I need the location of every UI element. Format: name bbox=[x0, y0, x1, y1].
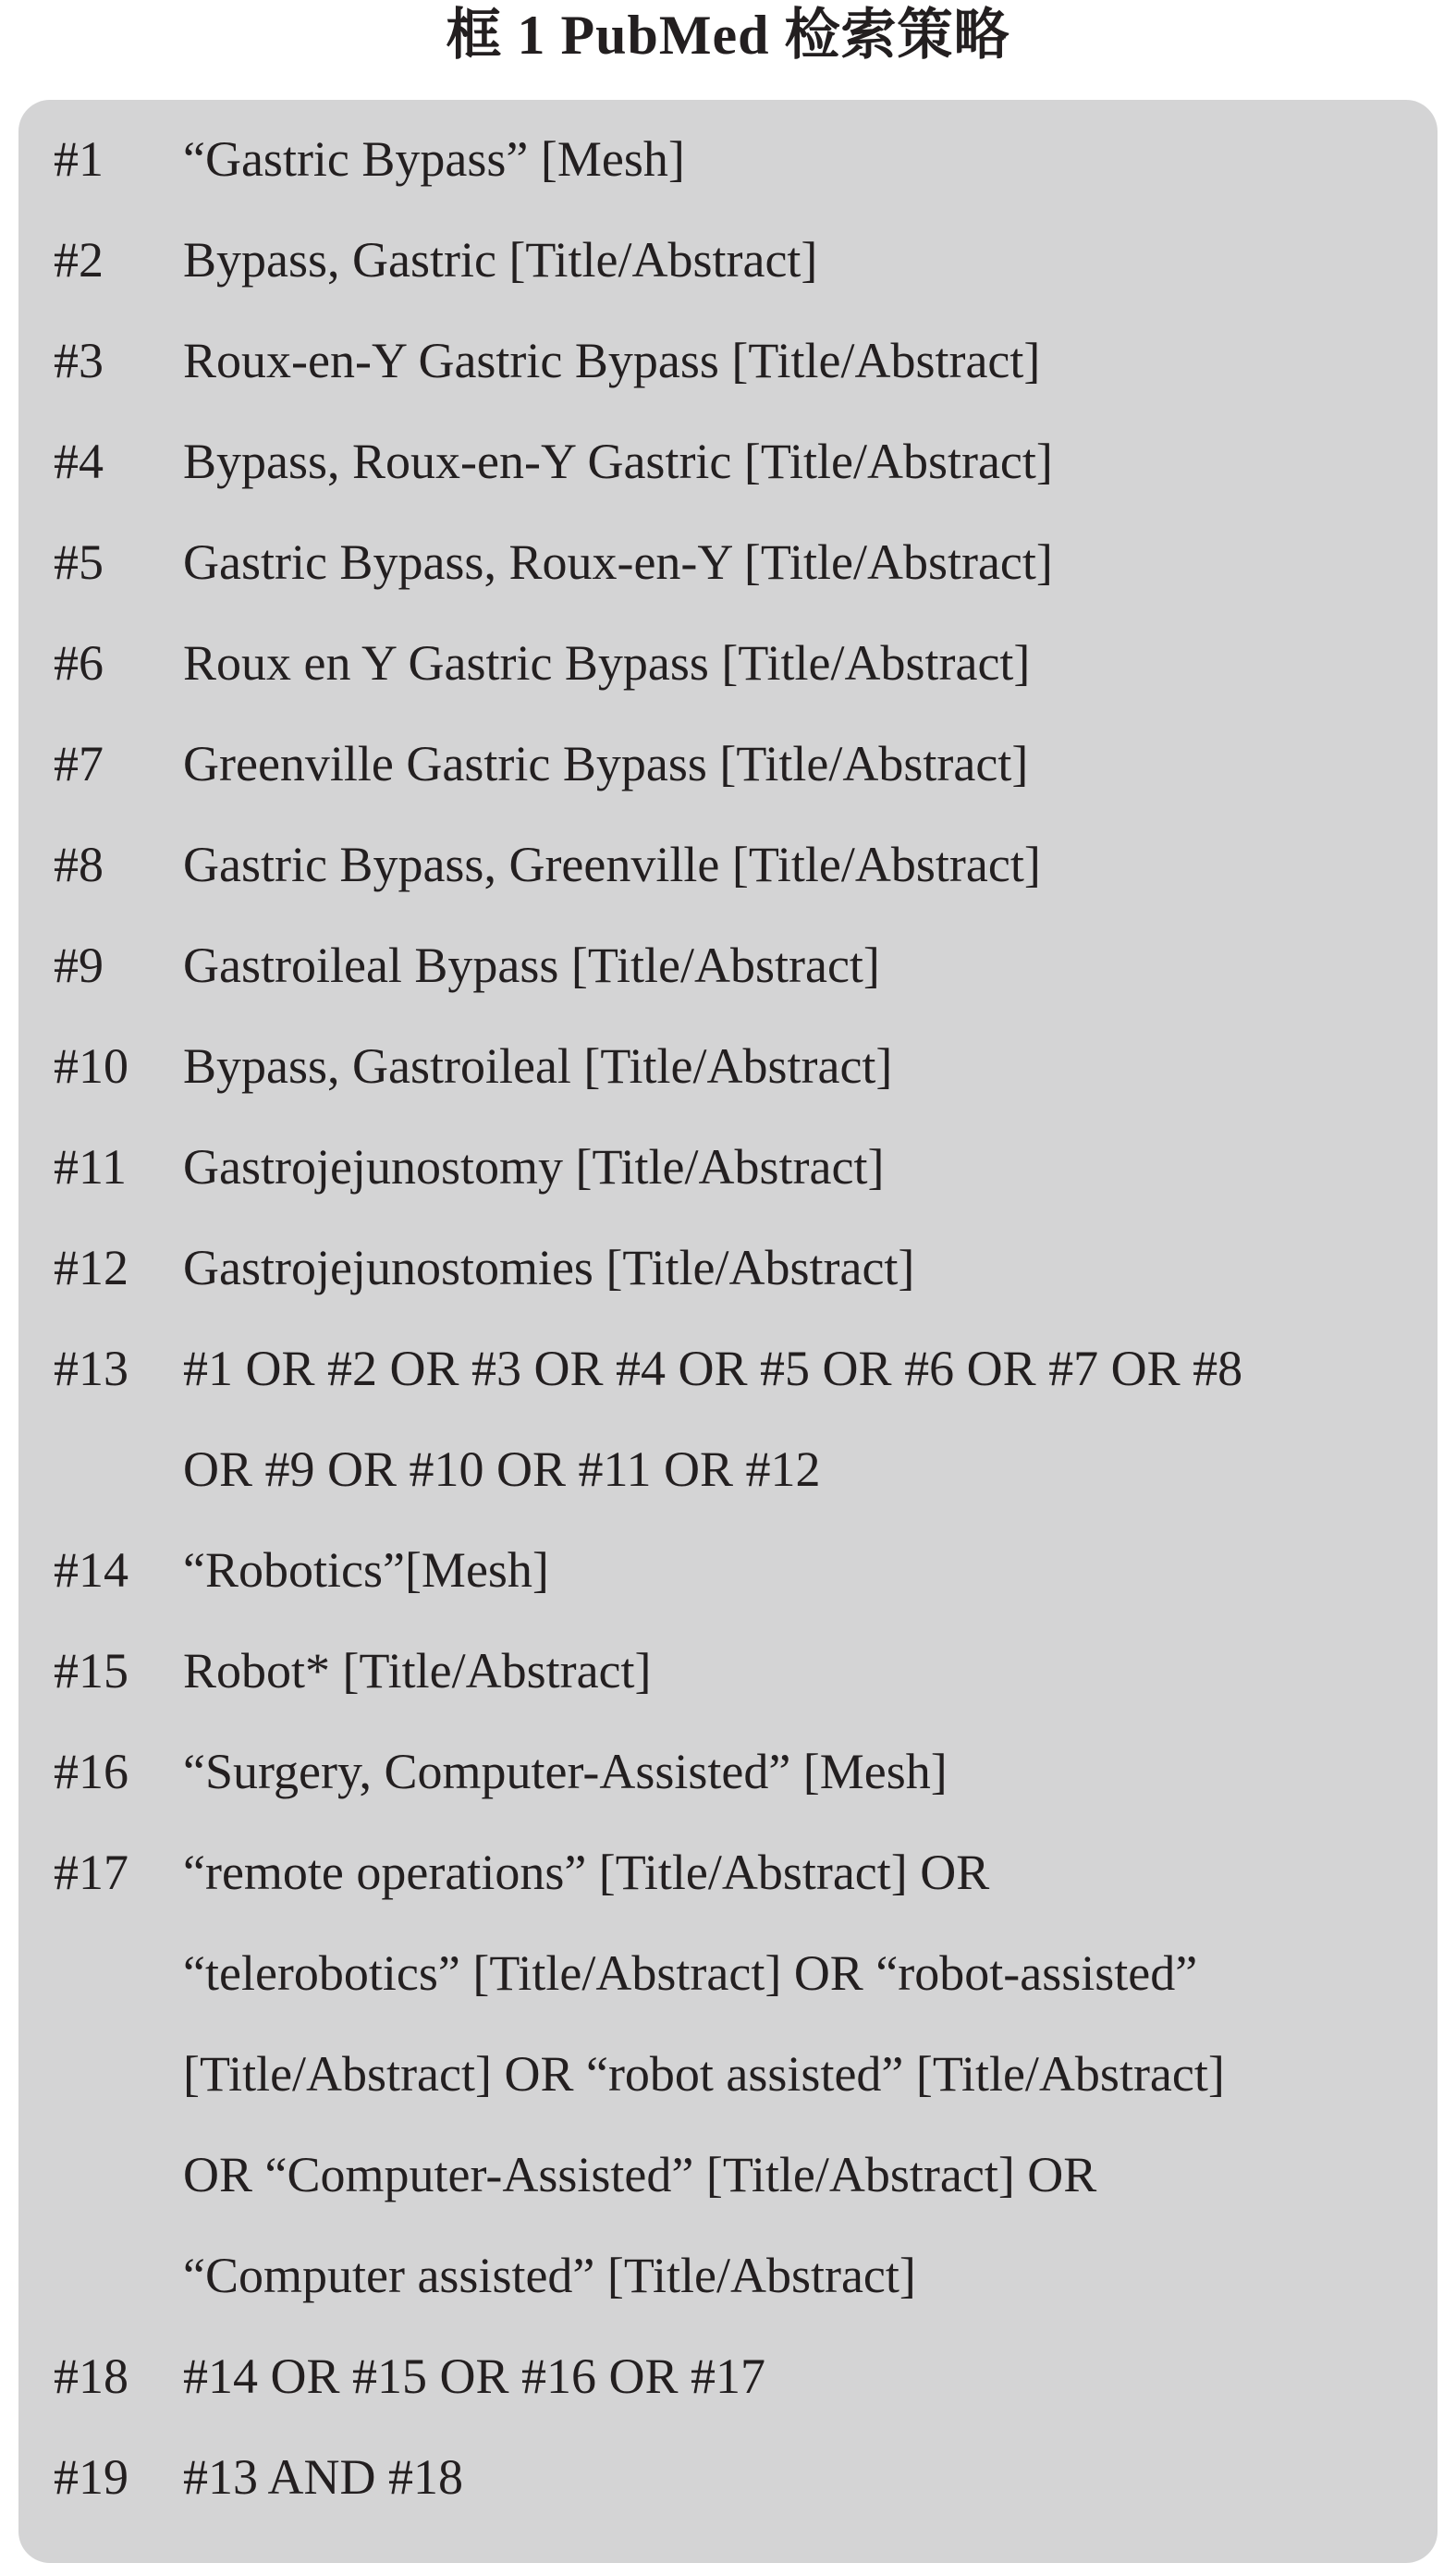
search-step-query-line: Gastroileal Bypass [Title/Abstract] bbox=[183, 938, 880, 993]
search-step-row bbox=[54, 512, 1438, 613]
search-step-row bbox=[54, 1218, 1438, 1318]
search-step-number: #7 bbox=[54, 736, 104, 791]
search-step-query-line: Bypass, Gastroileal [Title/Abstract] bbox=[183, 1038, 893, 1094]
search-step-query-line: Roux en Y Gastric Bypass [Title/Abstract] bbox=[183, 635, 1031, 691]
search-step-query bbox=[183, 1722, 1438, 1822]
search-step-query-line: Bypass, Roux-en-Y Gastric [Title/Abstract] bbox=[183, 434, 1053, 489]
search-step-number: #4 bbox=[54, 434, 104, 489]
search-step-query-line: Gastrojejunostomies [Title/Abstract] bbox=[183, 1240, 915, 1295]
search-step-row bbox=[54, 1117, 1438, 1218]
search-step-row bbox=[54, 815, 1438, 915]
search-step-number: #14 bbox=[54, 1542, 128, 1598]
search-step-query bbox=[183, 714, 1438, 815]
search-step-query bbox=[183, 1318, 1438, 1520]
search-step-row bbox=[54, 1722, 1438, 1822]
search-step-query-line: Robot* [Title/Abstract] bbox=[183, 1643, 652, 1698]
search-step-query bbox=[183, 815, 1438, 915]
search-step-number: #13 bbox=[54, 1341, 128, 1396]
search-step-row bbox=[54, 1822, 1438, 2326]
search-step-number: #17 bbox=[54, 1845, 128, 1900]
search-step-query bbox=[183, 1117, 1438, 1218]
search-step-number: #10 bbox=[54, 1038, 128, 1094]
search-step-row bbox=[54, 411, 1438, 512]
search-step-query bbox=[183, 1016, 1438, 1117]
search-step-number: #12 bbox=[54, 1240, 128, 1295]
search-step-row bbox=[54, 1621, 1438, 1722]
search-step-query bbox=[183, 411, 1438, 512]
search-step-row bbox=[54, 210, 1438, 311]
search-step-query-line: #13 AND #18 bbox=[183, 2449, 464, 2505]
search-step-query-line: “Computer assisted” [Title/Abstract] bbox=[183, 2248, 916, 2303]
search-step-number: #8 bbox=[54, 837, 104, 892]
search-step-number: #11 bbox=[54, 1139, 127, 1195]
search-step-query bbox=[183, 2326, 1438, 2427]
search-step-row bbox=[54, 311, 1438, 411]
search-step-query bbox=[183, 311, 1438, 411]
search-step-query bbox=[183, 1822, 1438, 2326]
search-step-number: #16 bbox=[54, 1744, 128, 1799]
search-step-row bbox=[54, 613, 1438, 714]
search-step-number: #6 bbox=[54, 635, 104, 691]
box-title: 框 1 PubMed 检索策略 bbox=[446, 5, 1010, 66]
search-step-number: #18 bbox=[54, 2348, 128, 2404]
search-step-query-line: “Gastric Bypass” [Mesh] bbox=[183, 131, 685, 187]
search-step-query-line: Gastric Bypass, Roux-en-Y [Title/Abstract] bbox=[183, 534, 1053, 590]
search-step-query-line: Gastric Bypass, Greenville [Title/Abstract] bbox=[183, 837, 1041, 892]
search-step-row bbox=[54, 2427, 1438, 2528]
search-step-row bbox=[54, 1318, 1438, 1520]
search-step-query bbox=[183, 512, 1438, 613]
search-step-query-line: Bypass, Gastric [Title/Abstract] bbox=[183, 232, 818, 288]
search-step-query-line: #1 OR #2 OR #3 OR #4 OR #5 OR #6 OR #7 OR #8 bbox=[183, 1341, 1243, 1396]
search-step-query bbox=[183, 613, 1438, 714]
search-step-query-line: OR “Computer-Assisted” [Title/Abstract] OR bbox=[183, 2147, 1097, 2202]
search-step-query-line: “Robotics”[Mesh] bbox=[183, 1542, 549, 1598]
search-step-query-line: “telerobotics” [Title/Abstract] OR “robot-assisted” bbox=[183, 1945, 1198, 2001]
search-step-query-line: Greenville Gastric Bypass [Title/Abstract] bbox=[183, 736, 1029, 791]
search-step-row bbox=[54, 1520, 1438, 1621]
search-step-query bbox=[183, 109, 1438, 210]
search-step-number: #3 bbox=[54, 333, 104, 388]
search-step-row bbox=[54, 714, 1438, 815]
search-step-query bbox=[183, 210, 1438, 311]
search-step-number: #1 bbox=[54, 131, 104, 187]
search-step-query-line: Roux-en-Y Gastric Bypass [Title/Abstract] bbox=[183, 333, 1041, 388]
search-step-query-line: [Title/Abstract] OR “robot assisted” [Title/Abstract] bbox=[183, 2046, 1225, 2102]
search-step-number: #9 bbox=[54, 938, 104, 993]
search-step-number: #2 bbox=[54, 232, 104, 288]
search-step-query bbox=[183, 2427, 1438, 2528]
search-step-query-line: “remote operations” [Title/Abstract] OR bbox=[183, 1845, 990, 1900]
search-step-row bbox=[54, 915, 1438, 1016]
search-step-query-line: Gastrojejunostomy [Title/Abstract] bbox=[183, 1139, 885, 1195]
search-step-query-line: “Surgery, Computer-Assisted” [Mesh] bbox=[183, 1744, 948, 1799]
search-step-query bbox=[183, 1621, 1438, 1722]
search-step-query bbox=[183, 1520, 1438, 1621]
search-step-query bbox=[183, 915, 1438, 1016]
search-step-query bbox=[183, 1218, 1438, 1318]
search-step-row bbox=[54, 109, 1438, 210]
search-step-query-line: #14 OR #15 OR #16 OR #17 bbox=[183, 2348, 766, 2404]
search-step-number: #15 bbox=[54, 1643, 128, 1698]
search-step-row bbox=[54, 1016, 1438, 1117]
search-step-row bbox=[54, 2326, 1438, 2427]
search-step-number: #5 bbox=[54, 534, 104, 590]
search-step-number: #19 bbox=[54, 2449, 128, 2505]
search-step-query-line: OR #9 OR #10 OR #11 OR #12 bbox=[183, 1441, 821, 1497]
search-strategy-list bbox=[54, 109, 1438, 2528]
